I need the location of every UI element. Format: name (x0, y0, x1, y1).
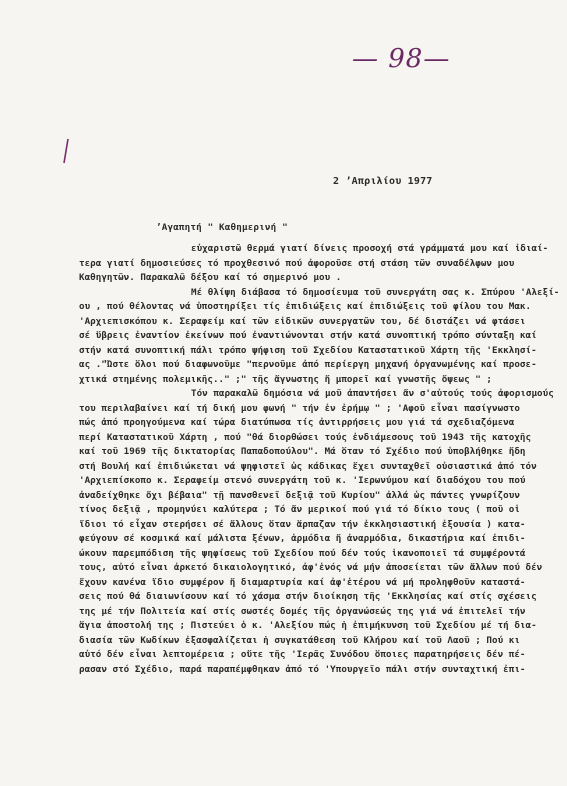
body-line: εὐχαριστῶ θερμά γιατί δίνεις προσοχή στά γράμματά μου καί ἰδιαί- (191, 243, 549, 254)
body-line: ἴδιοι τό εἶχαν στερήσει σέ ἄλλους ὅταν ἅρπαζαν τήν ἐκκλησιαστική ἐξουσία ) κατα- (79, 518, 526, 530)
handwritten-page-number: — 98— (352, 44, 451, 74)
body-line: της μέ τήν Πολιτεία καί στίς σωστές δομές τῆς ὀργανώσεώς της γιά νά ἐπιτελεῖ τήν (79, 605, 526, 617)
body-line: 'Αρχιεπίσκοπο κ. Σεραφείμ στενό συνεργάτη τοῦ κ. 'Ιερωνύμου καί διαδόχου του πού (79, 475, 526, 486)
margin-ink-mark (62, 138, 70, 164)
body-line: στήν κατά συνοπτική πάλι τρόπο ψήφιση τοῦ Σχεδίου Καταστατικοῦ Χάρτη τῆς 'Εκκλησί- (79, 344, 537, 356)
body-line: χτικά στημένης πολεμικῆς.." ;" τῆς ἄγνωστης ἤ μπορεῖ καί γνωστῆς ὄψεως " ; (79, 373, 493, 385)
body-line: τίνος δεξιᾷ , προμηνύει καλύτερα ; Τό ἄν μερικοί πού γιά τό δίκιο τους ( ποῦ οἱ (79, 504, 520, 515)
body-line: ρασαν στό Σχέδιο, παρά παραπέμφθηκαν ἀπό τό 'Υπουργεῖο πάλι στήν συνταχτική ἐπι- (79, 663, 526, 675)
body-line: του περιλαβαίνει καί τή δική μου φωνή " τήν ἐν ἐρήμῳ " ; 'Αφοῦ εἶναι πασίγνωστο (79, 402, 520, 414)
letter-date: 2 ’Απριλίου 1977 (333, 176, 433, 187)
body-line: Τόν παρακαλῶ δημόσια νά μοῦ ἀπαντήσει ἄν σ'αὐτούς τούς ἀφορισμούς (191, 388, 554, 399)
body-line: Μέ θλίψη διάβασα τό δημοσίευμα τοῦ συνεργάτη σας κ. Σπύρου 'Αλεξί- (191, 286, 559, 298)
body-line: ἔχουν κανένα ἴδιο συμφέρον ἤ διαμαρτυρία καί ἀφ'ἑτέρου νά μή προληφθοῦν καταστά- (79, 576, 526, 588)
body-line: ώκουν παρεμπόδιση τῆς ψηφίσεως τοῦ Σχεδίου πού δέν τούς ἱκανοποιεῖ τά συμφέροντά (79, 547, 526, 559)
body-line: φεύγουν σέ κοσμικά καί μάλιστα ξένων, ἁρμόδια ἤ ἀναρμόδια, δικαστήρια καί ἐπιδι- (79, 533, 526, 544)
body-line: τους, αὐτό εἶναι ἀρκετό δικαιολογητικό, ἀφ'ἑνός νά μήν ἀποσείεται τῶν ἄλλων πού δέν (79, 562, 543, 573)
letter-body (79, 242, 559, 677)
body-line: ου , πού θέλοντας νά ὑποστηρίξει τίς ἐπιδιώξεις καί ἐπιδιώξεις τοῦ φίλου του Μακ. (79, 301, 532, 312)
body-line: περί Καταστατικοῦ Χάρτη , πού "θά διορθώσει τούς ἐνδιάμεσους τοῦ 1943 τῆς κατοχῆς (79, 431, 532, 443)
salutation: ’Αγαπητή " Καθημερινή " (156, 222, 288, 233)
body-line: πώς ἀπό προηγούμενα καί τώρα διατύπωσα τίς ἀντιρρήσεις μου γιά τά σχεδιαζόμενα (79, 417, 515, 428)
body-line: σέ ὕβρεις ἐναντίον ἐκείνων πού ἐναντιώνονται στήν κατά συνοπτική τρόπο σύνταξη καί (79, 330, 537, 341)
body-line: αὐτό δέν εἶναι λεπτομέρεια ; οὔτε τῆς 'Ιερᾶς Συνόδου ὅποιες παρατηρήσεις δέν πέ- (79, 649, 526, 660)
body-line: στή Βουλή καί ἐπιδιώκεται νά ψηφιστεῖ ὡς κάδικας ἔχει συνταχθεῖ οὐσιαστικά ἀπό τόν (79, 460, 537, 472)
body-line: Καθηγητῶν. Παρακαλῶ δέξου καί τό σημερινό μου . (79, 272, 342, 283)
body-line: τερα γιατί δημοσιεύσες τό προχθεσινό πού ἀφοροῦσε στή στάση τῶν συναδέλφων μου (79, 257, 515, 269)
body-line: σεις πού θά διαιωνίσουν καί τό χάσμα στήν διοίκηση τῆς 'Εκκλησίας καί στίς σχέσεις (79, 591, 537, 602)
body-line: ἀναδείχθηκε ὄχι βέβαια" τῇ πανσθενεῖ δεξιᾷ τοῦ Κυρίου" ἀλλά ὡς πάντες γνωρίζουν (79, 489, 520, 501)
body-line: διασία τῶν Κωδίκων ἐξασφαλίζεται ἡ συγκατάθεση τοῦ Κλήρου καί τοῦ Λαοῦ ; Πού κι (79, 634, 520, 646)
body-line: καί τοῦ 1969 τῆς δικτατορίας Παπαδοπούλου". Μά ὅταν τό Σχέδιο πού ὑποβλήθηκε ἤδη (79, 446, 526, 457)
body-line: ας ."Ὥστε ὅλοι πού διαφωνοῦμε "περνοῦμε ἀπό περίεργη μηχανή ὀργανωμένης καί προσε- (79, 359, 537, 370)
body-line: ἅγια ἀποστολή της ; Πιστεύει ὁ κ. 'Αλεξίου πώς ἡ ἐπιμήκυνση τοῦ Σχεδίου μέ τή δια- (79, 620, 537, 631)
body-line: 'Αρχιεπισκόπου κ. Σεραφείμ καί τῶν εἰδικῶν συνεργατῶν του, δέ διστάζει νά φτάσει (79, 315, 526, 327)
